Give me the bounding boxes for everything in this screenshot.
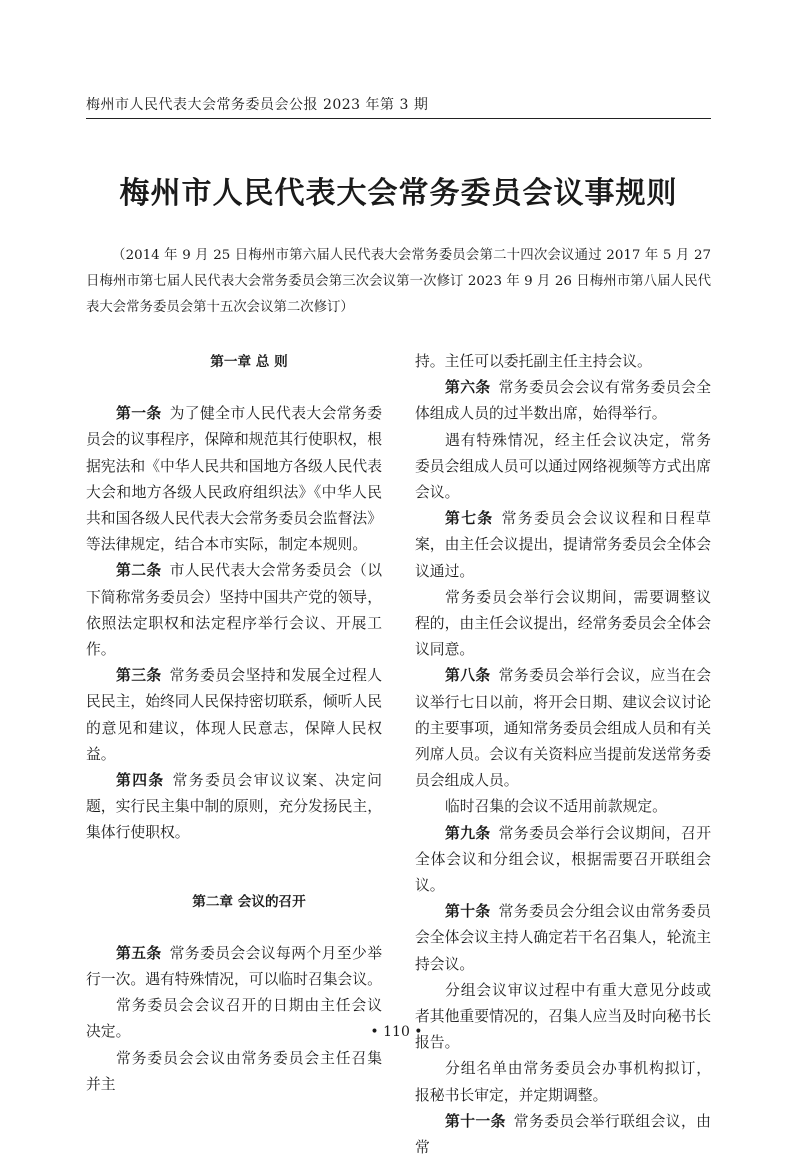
- article-text: 常务委员会会议有常务委员会全体组成人员的过半数出席，始得举行。: [415, 379, 711, 423]
- article-label: 第八条: [445, 667, 491, 685]
- journal-header: 梅州市人民代表大会常务委员会公报 2023 年第 3 期: [86, 97, 429, 113]
- left-column: [86, 349, 382, 1098]
- article-text: 常务委员会会议每两个月至少举行一次。遇有特殊情况，可以临时召集会议。: [86, 944, 382, 989]
- article-text: 常务委员会分组会议由常务委员会全体会议主持人确定若干名召集人，轮流主持会议。: [415, 903, 711, 973]
- article-label: 第十条: [445, 903, 491, 921]
- paragraph: 分组名单由常务委员会办事机构拟订，报秘书长审定，并定期调整。: [415, 1060, 711, 1104]
- article-2: [86, 558, 382, 663]
- article-10: [415, 899, 711, 978]
- adoption-note: （2014 年 9 月 25 日梅州市第六届人民代表大会常务委员会第二十四次会议通过 2017 年 5 月 27 日梅州市第七届人民代表大会常务委员会第三次会议第一次修订 2023 年 9 月 26 日梅州市第八届人民代表大会常务委员会第十五次会议第二次修订）: [86, 248, 711, 315]
- article-label: 第一条: [116, 405, 162, 423]
- article-label: 第二条: [116, 562, 162, 580]
- article-5: [86, 941, 382, 993]
- paragraph: 常务委员会会议由常务委员会主任召集并主: [86, 1049, 382, 1093]
- article-label: 第六条: [445, 379, 491, 397]
- article-4: [86, 768, 382, 847]
- article-11: [415, 1109, 711, 1161]
- article-text: 常务委员会举行会议，应当在会议举行七日以前，将开会日期、建议会议讨论的主要事项，通知常务委员会组成人员和有关列席人员。会议有关资料应当提前发送常务委员会组成人员。: [415, 667, 711, 790]
- paragraph-continued: 持。主任可以委托副主任主持会议。: [415, 353, 652, 370]
- page-number: • 110 •: [370, 1024, 423, 1040]
- paragraph: 临时召集的会议不适用前款规定。: [445, 798, 667, 816]
- article-label: 第九条: [445, 824, 491, 842]
- paragraph: 常务委员会举行会议期间，需要调整议程的，由主任会议提出，经常务委员会全体会议同意。: [415, 588, 711, 659]
- article-text: 市人民代表大会常务委员会（以下简称常务委员会）坚持中国共产党的领导，依照法定职权和法定程序举行会议、开展工作。: [86, 562, 382, 659]
- header-rule: [86, 118, 711, 119]
- article-label: 第十一条: [445, 1112, 506, 1130]
- article-text: 常务委员会审议议案、决定问题，实行民主集中制的原则，充分发扬民主，集体行使职权。: [86, 772, 382, 842]
- article-1: [86, 401, 382, 558]
- article-text: 为了健全市人民代表大会常务委员会的议事程序，保障和规范其行使职权，根据宪法和《中华人民共和国地方各级人民代表大会和地方各级人民政府组织法》《中华人民共和国各级人民代表大会常务委员会监督法》等法律规定，结合本市实际，制定本规则。: [86, 405, 382, 554]
- article-text: 常务委员会举行会议期间，召开全体会议和分组会议，根据需要召开联组会议。: [415, 824, 711, 895]
- paragraph: 常务委员会会议召开的日期由主任会议决定。: [86, 997, 382, 1041]
- article-label: 第三条: [116, 667, 162, 685]
- article-6: [415, 375, 711, 427]
- article-3: [86, 663, 382, 768]
- article-label: 第五条: [116, 944, 162, 962]
- paragraph: 遇有特殊情况，经主任会议决定，常务委员会组成人员可以通过网络视频等方式出席会议。: [415, 431, 711, 502]
- article-9: [415, 821, 711, 900]
- article-text: 常务委员会会议议程和日程草案，由主任会议提出，提请常务委员会全体会议通过。: [415, 510, 711, 580]
- article-text: 常务委员会举行联组会议，由常: [415, 1112, 711, 1157]
- article-text: 常务委员会坚持和发展全过程人民民主，始终同人民保持密切联系，倾听人民的意见和建议，体现人民意志，保障人民权益。: [86, 667, 382, 763]
- document-title: 梅州市人民代表大会常务委员会议事规则: [119, 176, 678, 211]
- chapter-heading: 第二章 会议的召开: [192, 893, 306, 910]
- article-8: [415, 663, 711, 794]
- article-label: 第七条: [445, 510, 494, 528]
- chapter-heading: 第一章 总 则: [210, 354, 288, 370]
- paragraph: 分组会议审议过程中有重大意见分歧或者其他重要情况的，召集人应当及时向秘书长报告。: [415, 981, 711, 1052]
- article-7: [415, 506, 711, 585]
- article-label: 第四条: [116, 772, 165, 790]
